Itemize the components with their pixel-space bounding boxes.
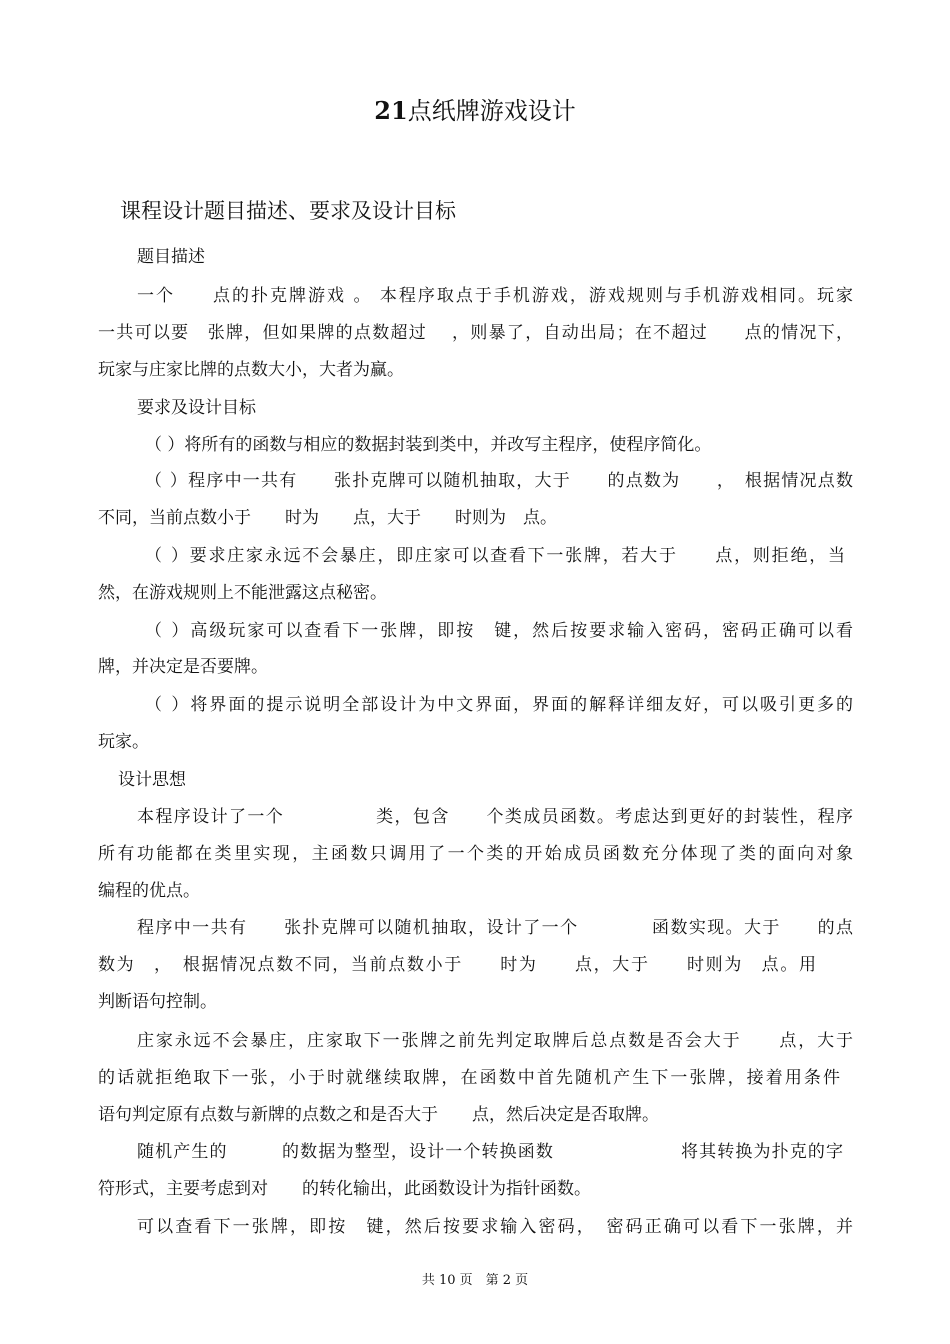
paragraph-line: 庄家永远不会暴庄，庄家取下一张牌之前先判定取牌后总点数是否会大于 点，大于 [137,1031,853,1051]
requirement-item: （ ）将所有的函数与相应的数据封装到类中，并改写主程序，使程序简化。 [145,435,712,455]
paragraph-line: 的话就拒绝取下一张，小于时就继续取牌，在函数中首先随机产生下一张牌，接着用条件 [98,1068,840,1088]
requirement-item: （ ）高级玩家可以查看下一张牌，即按 键，然后按要求输入密码，密码正确可以看 [145,621,853,641]
requirement-item: （ ）程序中一共有 张扑克牌可以随机抽取，大于 的点数为 ， 根据情况点数 [145,471,853,491]
paragraph-line: 语句判定原有点数与新牌的点数之和是否大于 点，然后决定是否取牌。 [98,1105,659,1125]
subheading-description: 题目描述 [137,247,205,267]
paragraph-line: 随机产生的 的数据为整型，设计一个转换函数 将其转换为扑克的字 [137,1142,843,1162]
title-text: 点纸牌游戏设计 [407,97,576,125]
requirement-item-continued: 然，在游戏规则上不能泄露这点秘密。 [98,583,387,603]
subheading-requirements: 要求及设计目标 [137,398,256,418]
requirement-item: （ ）要求庄家永远不会暴庄，即庄家可以查看下一张牌，若大于 点，则拒绝，当 [145,546,845,566]
requirement-item: （ ）将界面的提示说明全部设计为中文界面，界面的解释详细友好，可以吸引更多的 [145,695,853,715]
requirement-item-continued: 不同，当前点数小于 时为 点，大于 时则为 点。 [98,508,557,528]
paragraph-line: 所有功能都在类里实现，主函数只调用了一个类的开始成员函数充分体现了类的面向对象 [98,844,853,864]
requirement-item-continued: 牌，并决定是否要牌。 [98,657,268,677]
paragraph-line: 程序中一共有 张扑克牌可以随机抽取，设计了一个 函数实现。大于 的点 [137,918,853,938]
paragraph-line: 本程序设计了一个 类，包含 个类成员函数。考虑达到更好的封装性，程序 [137,807,853,827]
document-title [0,94,950,128]
paragraph-line: 玩家与庄家比牌的点数大小，大者为赢。 [98,360,404,380]
paragraph-line: 可以查看下一张牌，即按 键，然后按要求输入密码， 密码正确可以看下一张牌，并 [137,1217,853,1237]
paragraph-line: 编程的优点。 [98,881,200,901]
subheading-design-idea: 设计思想 [118,770,186,790]
section-heading-course-design: 课程设计题目描述、要求及设计目标 [120,199,456,223]
requirement-item-continued: 玩家。 [98,732,149,752]
page-footer: 共 10 页 第 2 页 [421,1273,529,1288]
paragraph-line: 数为 ， 根据情况点数不同，当前点数小于 时为 点，大于 时则为 点。用 [98,955,816,975]
paragraph-line: 一个 点的扑克牌游戏 。 本程序取点于手机游戏，游戏规则与手机游戏相同。玩家 [137,286,853,306]
paragraph-line: 判断语句控制。 [98,992,217,1012]
paragraph-line: 符形式，主要考虑到对 的转化输出，此函数设计为指针函数。 [98,1179,591,1199]
title-number: 21 [374,96,408,125]
paragraph-line: 一共可以要 张牌，但如果牌的点数超过 ，则暴了，自动出局；在不超过 点的情况下， [98,323,853,343]
